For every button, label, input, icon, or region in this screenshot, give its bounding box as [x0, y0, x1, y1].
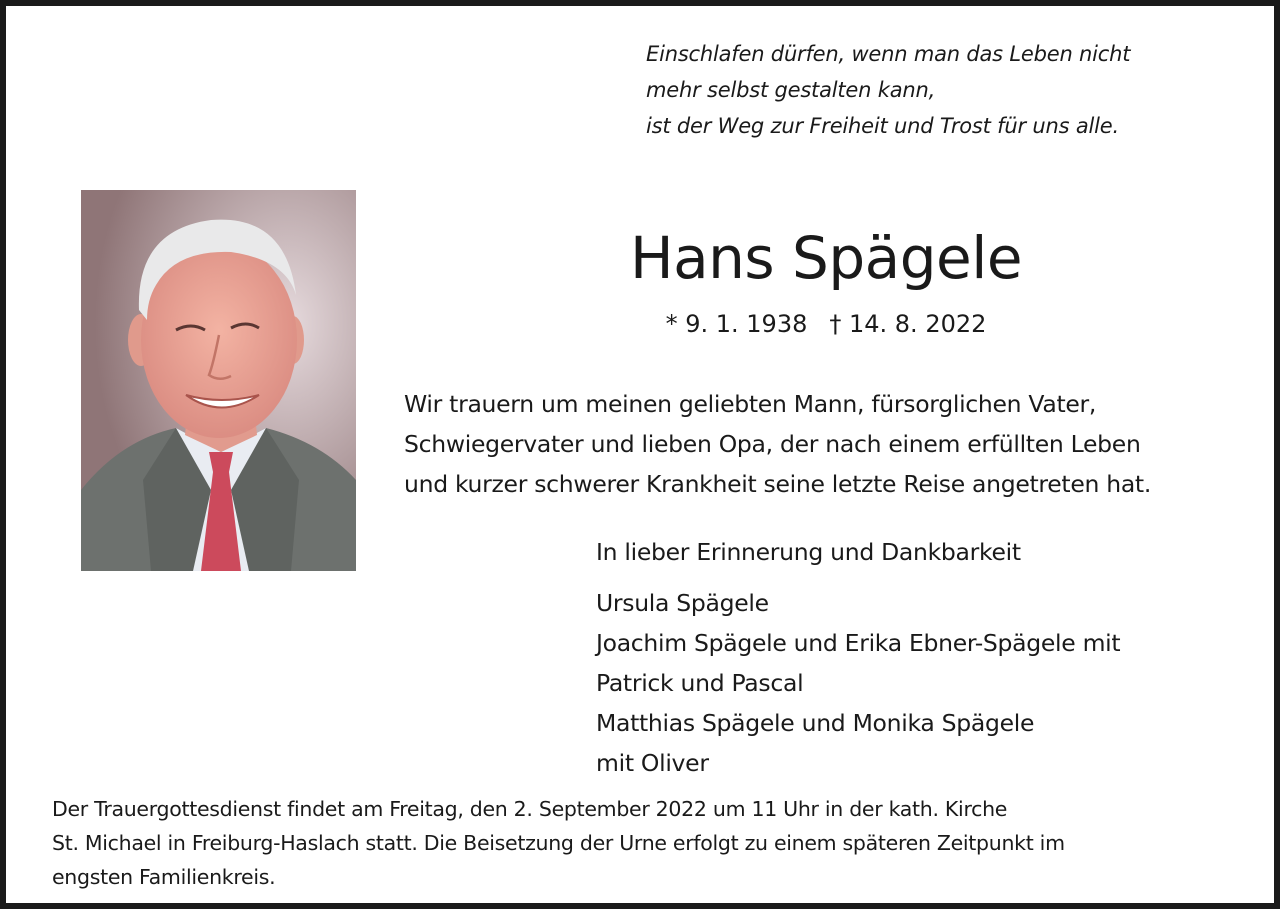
family-line: mit Oliver — [596, 749, 709, 777]
closing-phrase: In lieber Erinnerung und Dankbarkeit — [596, 538, 1021, 566]
message-line: Wir trauern um meinen geliebten Mann, fürsorglichen Vater, — [404, 390, 1097, 418]
poem-line: ist der Weg zur Freiheit und Trost für uns alle. — [646, 114, 1119, 138]
service-announcement — [52, 792, 1252, 894]
family-line: Ursula Spägele — [596, 589, 769, 617]
death-date: † 14. 8. 2022 — [829, 310, 987, 338]
message-line: Schwiegervater und lieben Opa, der nach einem erfüllten Leben — [404, 430, 1141, 458]
poem-line: mehr selbst gestalten kann, — [646, 78, 936, 102]
family-line: Matthias Spägele und Monika Spägele — [596, 709, 1035, 737]
poem-line: Einschlafen dürfen, wenn man das Leben nicht — [646, 42, 1131, 66]
portrait-photo-icon — [81, 190, 356, 571]
deceased-name: Hans Spägele — [629, 224, 1023, 292]
service-line: St. Michael in Freiburg-Haslach statt. Die Beisetzung der Urne erfolgt zu einem späteren Zeitpunkt im — [52, 831, 1065, 855]
portrait-photo — [81, 190, 356, 571]
family-line: Joachim Spägele und Erika Ebner-Spägele mit — [596, 629, 1121, 657]
family-line: Patrick und Pascal — [596, 669, 804, 697]
service-line: engsten Familienkreis. — [52, 865, 276, 889]
mourning-message — [404, 384, 1254, 504]
life-dates — [566, 306, 1086, 342]
message-line: und kurzer schwerer Krankheit seine letzte Reise angetreten hat. — [404, 470, 1152, 498]
birth-date: * 9. 1. 1938 — [665, 310, 808, 338]
service-line: Der Trauergottesdienst findet am Freitag, den 2. September 2022 um 11 Uhr in der kath. Kirche — [52, 797, 1008, 821]
poem-quote — [646, 36, 1246, 144]
family-members — [596, 583, 1120, 783]
